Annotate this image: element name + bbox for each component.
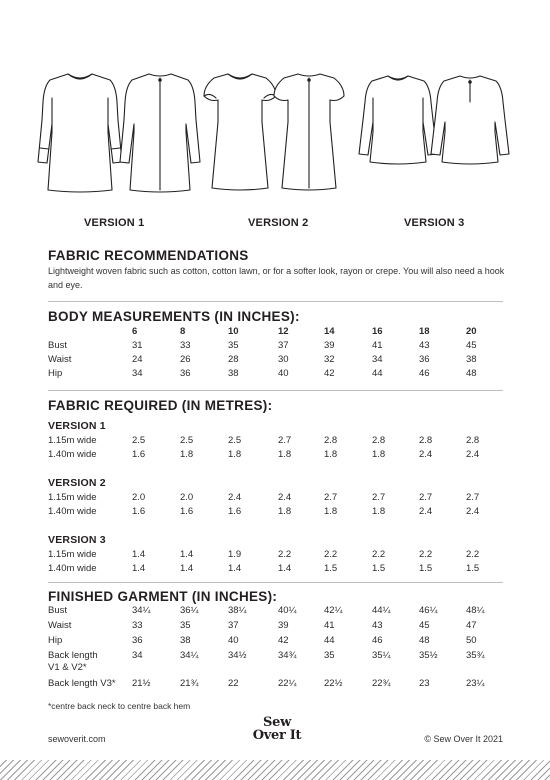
size-header-cell: 6 bbox=[132, 326, 138, 337]
table-row bbox=[48, 563, 508, 577]
body-measurements-title: BODY MEASUREMENTS (IN INCHES): bbox=[48, 309, 300, 324]
table-cell: 1.5 bbox=[419, 563, 433, 574]
table-cell: 22 bbox=[228, 678, 239, 689]
table-cell: 33 bbox=[132, 620, 143, 631]
table-cell: 21¾ bbox=[180, 678, 199, 689]
table-cell: 41 bbox=[324, 620, 335, 631]
table-cell: 1.8 bbox=[228, 449, 242, 460]
version-3-label: VERSION 3 bbox=[404, 217, 465, 229]
version-3-front-drawing bbox=[359, 76, 437, 164]
table-cell: 1.8 bbox=[278, 449, 292, 460]
table-cell: 2.2 bbox=[324, 549, 338, 560]
table-cell: 1.8 bbox=[372, 449, 386, 460]
fabric-recommendations-text: Lightweight woven fabric such as cotton, cotton lawn, or for a softer look, rayon or crepe. You will also need a hook and eye. bbox=[48, 266, 505, 290]
table-cell: 2.4 bbox=[419, 506, 433, 517]
finished-garment-title: FINISHED GARMENT (IN INCHES): bbox=[48, 589, 278, 604]
table-cell: 46 bbox=[419, 368, 430, 379]
row-label: V1 & V2* bbox=[48, 662, 87, 673]
table-cell: 34½ bbox=[228, 650, 247, 661]
table-cell: 1.8 bbox=[278, 506, 292, 517]
table-cell: 2.8 bbox=[324, 435, 338, 446]
table-cell: 2.8 bbox=[372, 435, 386, 446]
table-cell: 2.4 bbox=[466, 506, 480, 517]
copyright-text: © Sew Over It 2021 bbox=[424, 734, 503, 744]
table-cell: 40 bbox=[278, 368, 289, 379]
row-label: Hip bbox=[48, 368, 63, 379]
table-row bbox=[48, 492, 508, 506]
table-cell: 1.4 bbox=[180, 563, 194, 574]
table-cell: 31 bbox=[132, 340, 143, 351]
row-label: 1.40m wide bbox=[48, 506, 97, 517]
table-cell: 1.4 bbox=[278, 563, 292, 574]
table-cell: 34¼ bbox=[132, 605, 151, 616]
table-row bbox=[48, 449, 508, 463]
row-label: Bust bbox=[48, 340, 68, 351]
table-cell: 2.4 bbox=[466, 449, 480, 460]
table-cell: 42¼ bbox=[324, 605, 343, 616]
table-cell: 2.0 bbox=[180, 492, 194, 503]
table-cell: 24 bbox=[132, 354, 143, 365]
size-header-row bbox=[48, 326, 508, 340]
version-1-back-drawing bbox=[120, 74, 200, 192]
size-header-cell: 12 bbox=[278, 326, 289, 337]
table-cell: 1.9 bbox=[228, 549, 242, 560]
table-cell: 1.8 bbox=[372, 506, 386, 517]
table-cell: 23¼ bbox=[466, 678, 485, 689]
row-label: Waist bbox=[48, 620, 72, 631]
row-label: Back length V3* bbox=[48, 678, 116, 689]
row-label: 1.40m wide bbox=[48, 563, 97, 574]
table-row bbox=[48, 506, 508, 520]
table-cell: 43 bbox=[419, 340, 430, 351]
size-header-cell: 10 bbox=[228, 326, 239, 337]
table-cell: 36 bbox=[132, 635, 143, 646]
row-label: 1.15m wide bbox=[48, 492, 97, 503]
table-cell: 45 bbox=[419, 620, 430, 631]
divider bbox=[48, 390, 503, 391]
table-row bbox=[48, 549, 508, 563]
table-cell: 45 bbox=[466, 340, 477, 351]
table-cell: 1.4 bbox=[228, 563, 242, 574]
table-row bbox=[48, 340, 508, 354]
table-cell: 40 bbox=[228, 635, 239, 646]
table-cell: 37 bbox=[228, 620, 239, 631]
table-row bbox=[48, 368, 508, 382]
table-cell: 1.6 bbox=[228, 506, 242, 517]
table-cell: 1.6 bbox=[180, 506, 194, 517]
table-cell: 2.7 bbox=[419, 492, 433, 503]
table-cell: 48 bbox=[466, 368, 477, 379]
table-cell: 44¼ bbox=[372, 605, 391, 616]
garment-illustrations bbox=[0, 62, 550, 202]
table-cell: 2.7 bbox=[278, 435, 292, 446]
table-cell: 1.5 bbox=[324, 563, 338, 574]
row-label: 1.15m wide bbox=[48, 549, 97, 560]
version-1-front-drawing bbox=[38, 74, 122, 192]
divider bbox=[48, 582, 503, 583]
size-header-cell: 16 bbox=[372, 326, 383, 337]
divider bbox=[48, 301, 503, 302]
table-cell: 2.4 bbox=[419, 449, 433, 460]
table-cell: 47 bbox=[466, 620, 477, 631]
table-cell: 23 bbox=[419, 678, 430, 689]
table-cell: 22½ bbox=[324, 678, 343, 689]
table-row bbox=[48, 620, 508, 634]
table-cell: 1.8 bbox=[180, 449, 194, 460]
table-cell: 39 bbox=[278, 620, 289, 631]
table-row bbox=[48, 354, 508, 368]
table-row bbox=[48, 678, 508, 692]
version-subheading: VERSION 1 bbox=[48, 420, 106, 432]
table-cell: 42 bbox=[278, 635, 289, 646]
table-cell: 1.5 bbox=[372, 563, 386, 574]
table-cell: 22¼ bbox=[278, 678, 297, 689]
table-cell: 2.5 bbox=[180, 435, 194, 446]
table-cell: 2.2 bbox=[419, 549, 433, 560]
table-cell: 34 bbox=[132, 368, 143, 379]
table-cell: 34¼ bbox=[180, 650, 199, 661]
table-cell: 35¾ bbox=[466, 650, 485, 661]
fabric-required-title: FABRIC REQUIRED (IN METRES): bbox=[48, 398, 273, 413]
table-cell: 35 bbox=[180, 620, 191, 631]
table-cell: 30 bbox=[278, 354, 289, 365]
fabric-recommendations-title: FABRIC RECOMMENDATIONS bbox=[48, 248, 249, 263]
table-row bbox=[48, 435, 508, 449]
table-row bbox=[48, 635, 508, 649]
table-cell: 2.0 bbox=[132, 492, 146, 503]
row-label: Back length bbox=[48, 650, 98, 661]
table-cell: 26 bbox=[180, 354, 191, 365]
table-cell: 33 bbox=[180, 340, 191, 351]
table-cell: 28 bbox=[228, 354, 239, 365]
row-label: Waist bbox=[48, 354, 72, 365]
table-cell: 1.4 bbox=[132, 563, 146, 574]
table-row-continuation bbox=[48, 662, 508, 676]
table-cell: 1.8 bbox=[324, 506, 338, 517]
table-cell: 32 bbox=[324, 354, 335, 365]
table-cell: 36 bbox=[180, 368, 191, 379]
table-cell: 34 bbox=[372, 354, 383, 365]
table-cell: 1.6 bbox=[132, 449, 146, 460]
table-cell: 2.7 bbox=[466, 492, 480, 503]
table-cell: 36 bbox=[419, 354, 430, 365]
table-cell: 42 bbox=[324, 368, 335, 379]
table-cell: 1.4 bbox=[180, 549, 194, 560]
table-cell: 1.8 bbox=[324, 449, 338, 460]
table-cell: 35½ bbox=[419, 650, 438, 661]
version-2-front-drawing bbox=[204, 74, 276, 190]
version-1-label: VERSION 1 bbox=[84, 217, 145, 229]
table-cell: 2.5 bbox=[228, 435, 242, 446]
table-cell: 35 bbox=[324, 650, 335, 661]
table-cell: 1.6 bbox=[132, 506, 146, 517]
table-cell: 36¼ bbox=[180, 605, 199, 616]
version-2-label: VERSION 2 bbox=[248, 217, 309, 229]
table-cell: 2.4 bbox=[278, 492, 292, 503]
decorative-stripe-band bbox=[0, 760, 550, 780]
table-cell: 39 bbox=[324, 340, 335, 351]
version-subheading: VERSION 2 bbox=[48, 477, 106, 489]
table-cell: 44 bbox=[372, 368, 383, 379]
row-label: Bust bbox=[48, 605, 68, 616]
size-header-cell: 8 bbox=[180, 326, 186, 337]
table-cell: 38 bbox=[466, 354, 477, 365]
table-cell: 2.2 bbox=[278, 549, 292, 560]
website-link[interactable]: sewoverit.com bbox=[48, 734, 106, 744]
table-row bbox=[48, 605, 508, 619]
table-cell: 46 bbox=[372, 635, 383, 646]
table-cell: 44 bbox=[324, 635, 335, 646]
table-cell: 2.5 bbox=[132, 435, 146, 446]
table-cell: 2.7 bbox=[372, 492, 386, 503]
sew-over-it-logo: Sew Over It bbox=[252, 715, 302, 743]
table-cell: 2.8 bbox=[419, 435, 433, 446]
row-label: 1.40m wide bbox=[48, 449, 97, 460]
table-cell: 38 bbox=[180, 635, 191, 646]
table-cell: 34¾ bbox=[278, 650, 297, 661]
row-label: Hip bbox=[48, 635, 63, 646]
table-cell: 1.4 bbox=[132, 549, 146, 560]
table-cell: 38¼ bbox=[228, 605, 247, 616]
table-cell: 46¼ bbox=[419, 605, 438, 616]
table-cell: 2.7 bbox=[324, 492, 338, 503]
table-cell: 22¾ bbox=[372, 678, 391, 689]
table-cell: 1.5 bbox=[466, 563, 480, 574]
table-cell: 41 bbox=[372, 340, 383, 351]
footnote: *centre back neck to centre back hem bbox=[48, 701, 191, 711]
table-cell: 2.2 bbox=[372, 549, 386, 560]
size-header-cell: 14 bbox=[324, 326, 335, 337]
table-cell: 38 bbox=[228, 368, 239, 379]
version-3-back-drawing bbox=[431, 76, 509, 164]
table-cell: 2.4 bbox=[228, 492, 242, 503]
table-cell: 37 bbox=[278, 340, 289, 351]
size-header-cell: 20 bbox=[466, 326, 477, 337]
table-cell: 2.8 bbox=[466, 435, 480, 446]
version-2-back-drawing bbox=[274, 74, 344, 190]
table-cell: 50 bbox=[466, 635, 477, 646]
table-cell: 35¼ bbox=[372, 650, 391, 661]
table-cell: 35 bbox=[228, 340, 239, 351]
table-cell: 48¼ bbox=[466, 605, 485, 616]
table-cell: 21½ bbox=[132, 678, 151, 689]
table-cell: 48 bbox=[419, 635, 430, 646]
size-header-cell: 18 bbox=[419, 326, 430, 337]
table-cell: 43 bbox=[372, 620, 383, 631]
table-cell: 2.2 bbox=[466, 549, 480, 560]
table-cell: 40¼ bbox=[278, 605, 297, 616]
table-cell: 34 bbox=[132, 650, 143, 661]
version-subheading: VERSION 3 bbox=[48, 534, 106, 546]
row-label: 1.15m wide bbox=[48, 435, 97, 446]
